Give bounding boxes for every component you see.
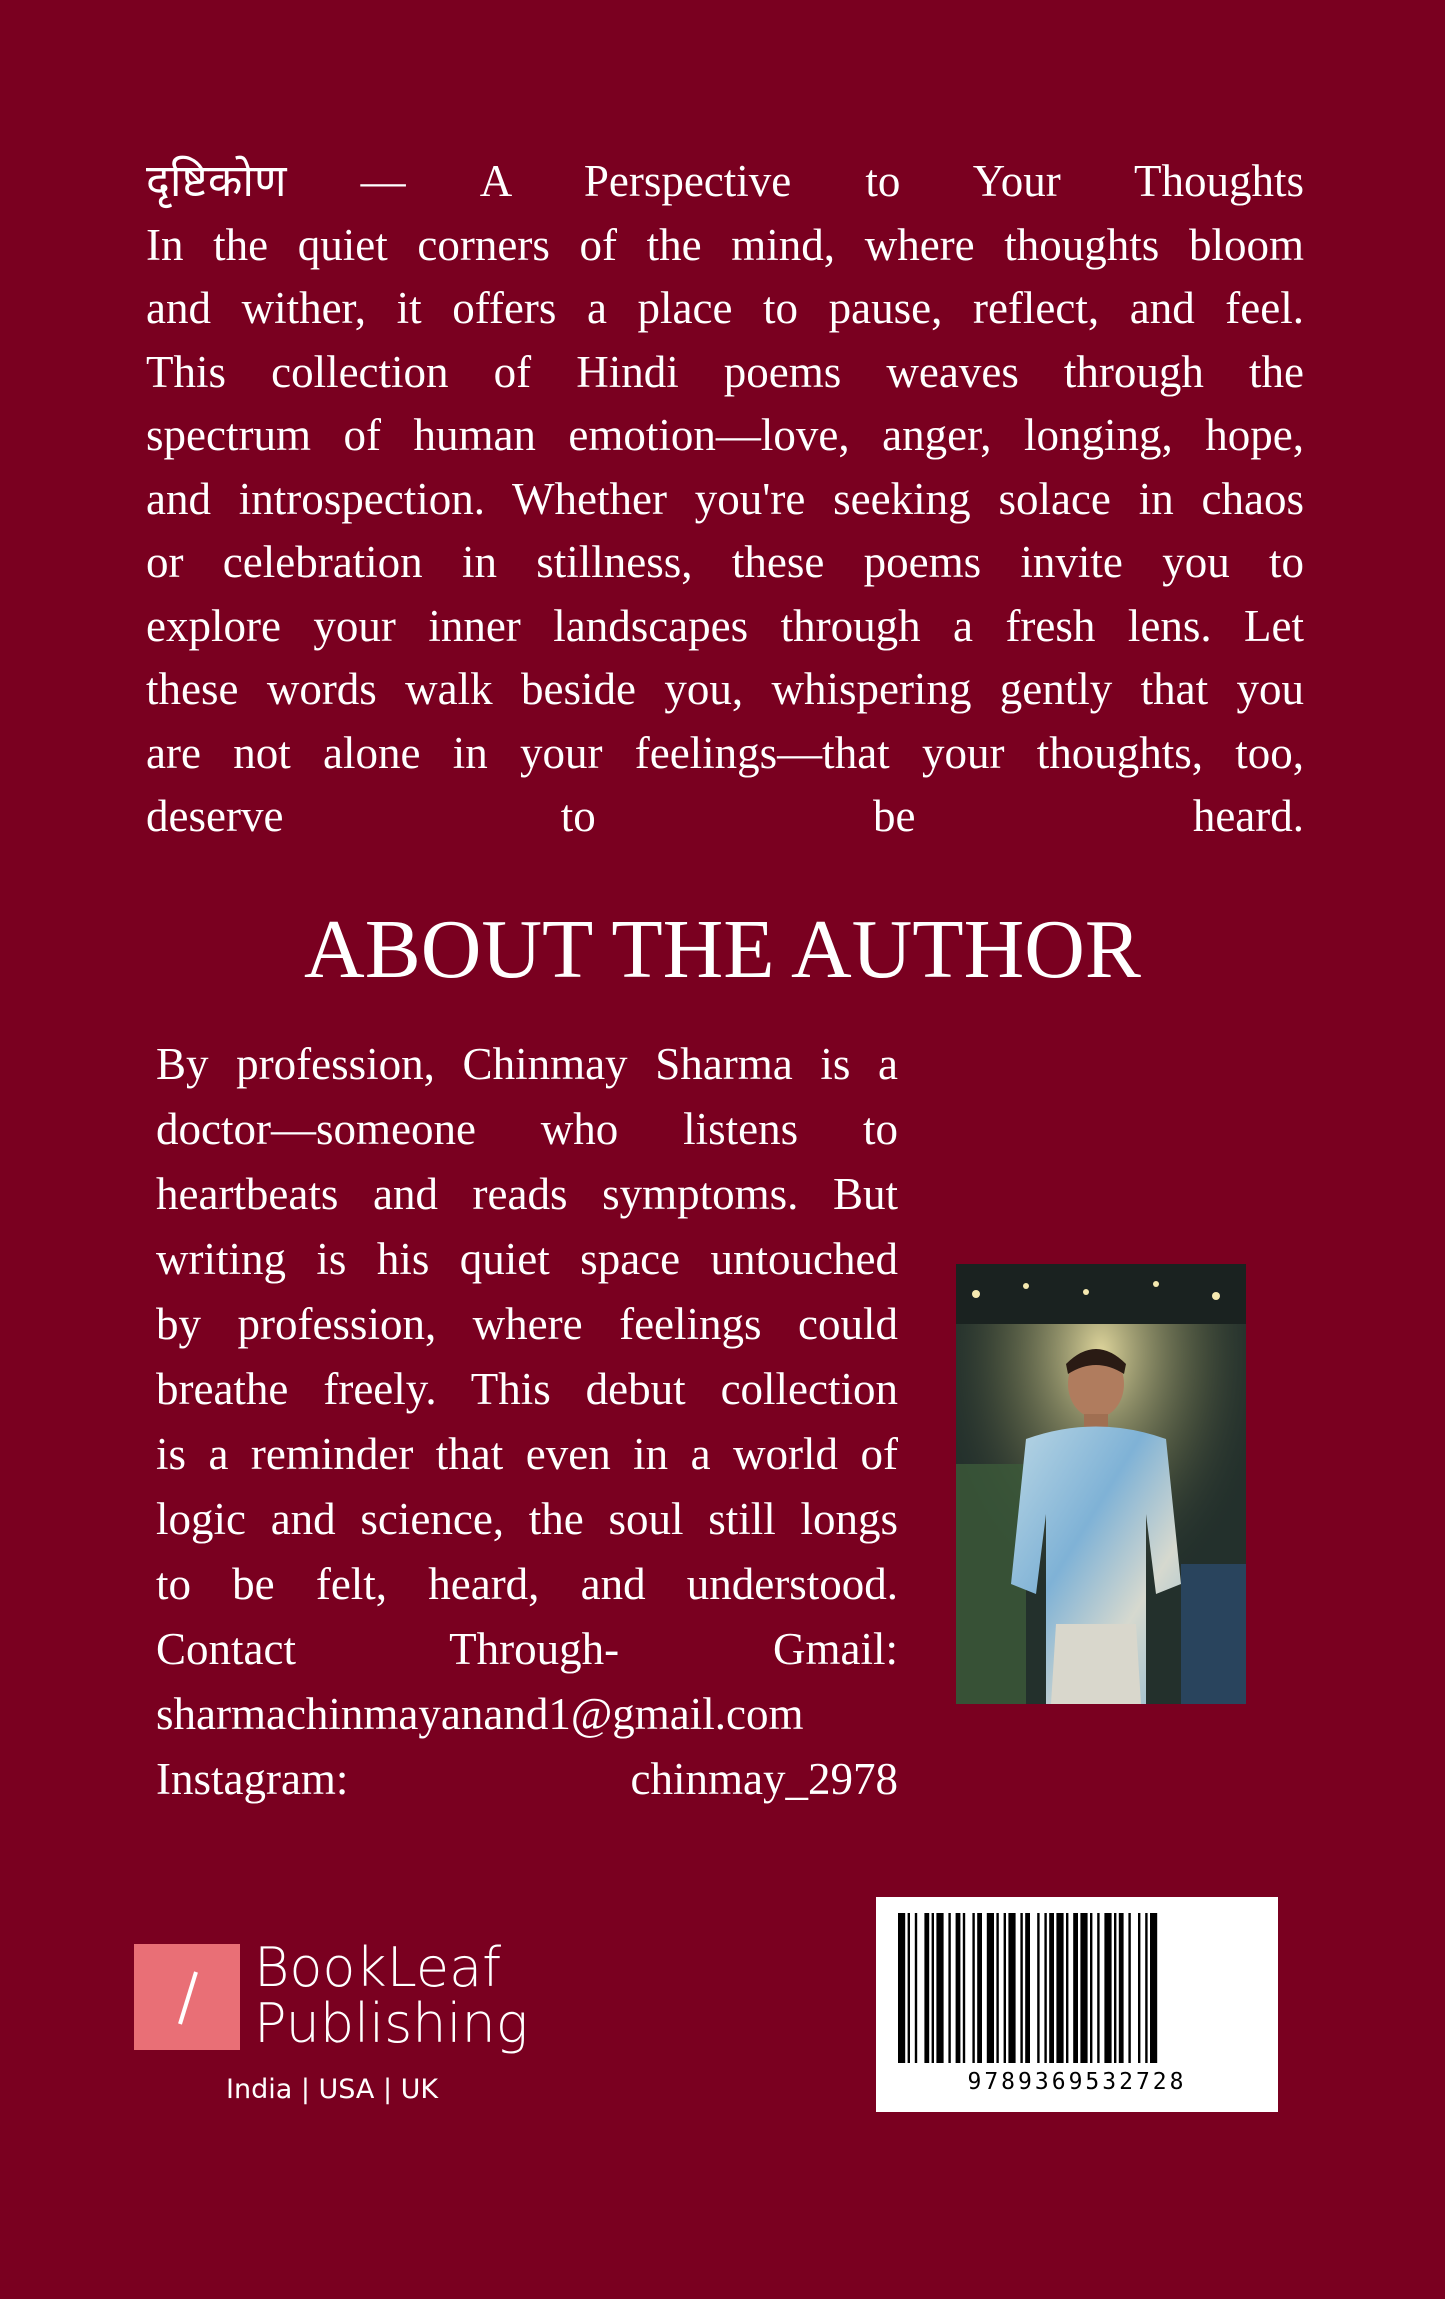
barcode-bar — [987, 1913, 994, 2063]
barcode-bar — [977, 1913, 982, 2063]
barcode-bar — [1025, 1913, 1030, 2063]
barcode-bar — [1090, 1913, 1092, 2063]
blurb-line: spectrum of human emotion—love, anger, longing, hope, — [146, 410, 1304, 460]
blurb-line: In the quiet corners of the mind, where thoughts bloom — [146, 219, 1304, 270]
barcode-bar — [1119, 1913, 1124, 2063]
barcode-bar — [1049, 1913, 1054, 2063]
barcode-bar — [1145, 1913, 1147, 2063]
blurb-line: these words walk beside you, whispering gently that you — [146, 664, 1304, 714]
bio-instagram: Instagram: chinmay_2978 — [156, 1754, 898, 1804]
bio-line: writing is his quiet space untouched — [156, 1234, 898, 1284]
bio-line: doctor—someone who listens to — [156, 1104, 898, 1154]
barcode-bar — [936, 1913, 943, 2063]
barcode-bar — [996, 1913, 998, 2063]
blurb-line: and wither, it offers a place to pause, reflect, and feel. — [146, 283, 1304, 333]
isbn-barcode — [876, 1897, 1278, 2112]
barcode-bar — [1037, 1913, 1039, 2063]
publisher-name-line2: Publishing — [254, 1992, 529, 2055]
back-cover-blurb — [146, 150, 1304, 849]
barcode-bar — [1056, 1913, 1063, 2063]
bio-line: by profession, where feelings could — [156, 1299, 898, 1349]
blurb-line: दृष्टिकोण — A Perspective to Your Thoughts — [146, 156, 1304, 206]
publisher-name-line1: BookLeaf — [254, 1936, 502, 1999]
barcode-bar — [898, 1913, 905, 2063]
barcode-bar — [1138, 1913, 1140, 2063]
barcode-bar — [1066, 1913, 1068, 2063]
slash-logo-icon — [134, 1944, 240, 2050]
barcode-bar — [1128, 1913, 1130, 2063]
barcode-bar — [1104, 1913, 1111, 2063]
bio-line: heartbeats and reads symptoms. But — [156, 1169, 898, 1219]
blurb-line: and introspection. Whether you're seeking solace in chaos — [146, 473, 1304, 524]
barcode-bar — [956, 1913, 961, 2063]
barcode-bar — [932, 1913, 934, 2063]
barcode-bar — [948, 1913, 950, 2063]
about-author-heading: ABOUT THE AUTHOR — [304, 903, 1141, 996]
barcode-bar — [1150, 1913, 1157, 2063]
bio-line: logic and science, the soul still longs — [156, 1494, 898, 1544]
publisher-logo — [134, 1936, 574, 2120]
bio-line: is a reminder that even in a world of — [156, 1429, 898, 1479]
bio-line: Contact Through- Gmail: — [156, 1624, 898, 1674]
barcode-bar — [924, 1913, 929, 2063]
barcode-bar — [1008, 1913, 1015, 2063]
barcode-bar — [963, 1913, 965, 2063]
barcode-bar — [908, 1913, 910, 2063]
barcode-bar — [1097, 1913, 1099, 2063]
blurb-line: deserve to be heard. — [146, 791, 1304, 841]
blurb-line: This collection of Hindi poems weaves through the — [146, 346, 1304, 397]
bio-email: sharmachinmayanand1@gmail.com — [156, 1689, 804, 1739]
barcode-bar — [915, 1913, 917, 2063]
barcode-bar — [1114, 1913, 1116, 2063]
barcode-bar — [972, 1913, 974, 2063]
bio-line: By profession, Chinmay Sharma is a — [156, 1039, 898, 1089]
bio-line: to be felt, heard, and understood. — [156, 1559, 898, 1609]
publisher-regions: India | USA | UK — [226, 2074, 439, 2105]
blurb-line: are not alone in your feelings—that your thoughts, too, — [146, 727, 1304, 778]
author-bio — [156, 1032, 898, 1812]
blurb-line: or celebration in stillness, these poems invite you to — [146, 537, 1304, 587]
publisher-name — [254, 1936, 529, 2055]
isbn-number: 9789369532728 — [967, 2069, 1187, 2095]
barcode-bar — [1080, 1913, 1087, 2063]
blurb-line: explore your inner landscapes through a fresh lens. Let — [146, 600, 1304, 651]
barcode-bar — [1020, 1913, 1022, 2063]
barcode-bar — [1044, 1913, 1046, 2063]
bio-line: breathe freely. This debut collection — [156, 1364, 898, 1414]
barcode-bar — [1004, 1913, 1006, 2063]
barcode-bar — [1073, 1913, 1078, 2063]
author-photo — [956, 1264, 1246, 1704]
